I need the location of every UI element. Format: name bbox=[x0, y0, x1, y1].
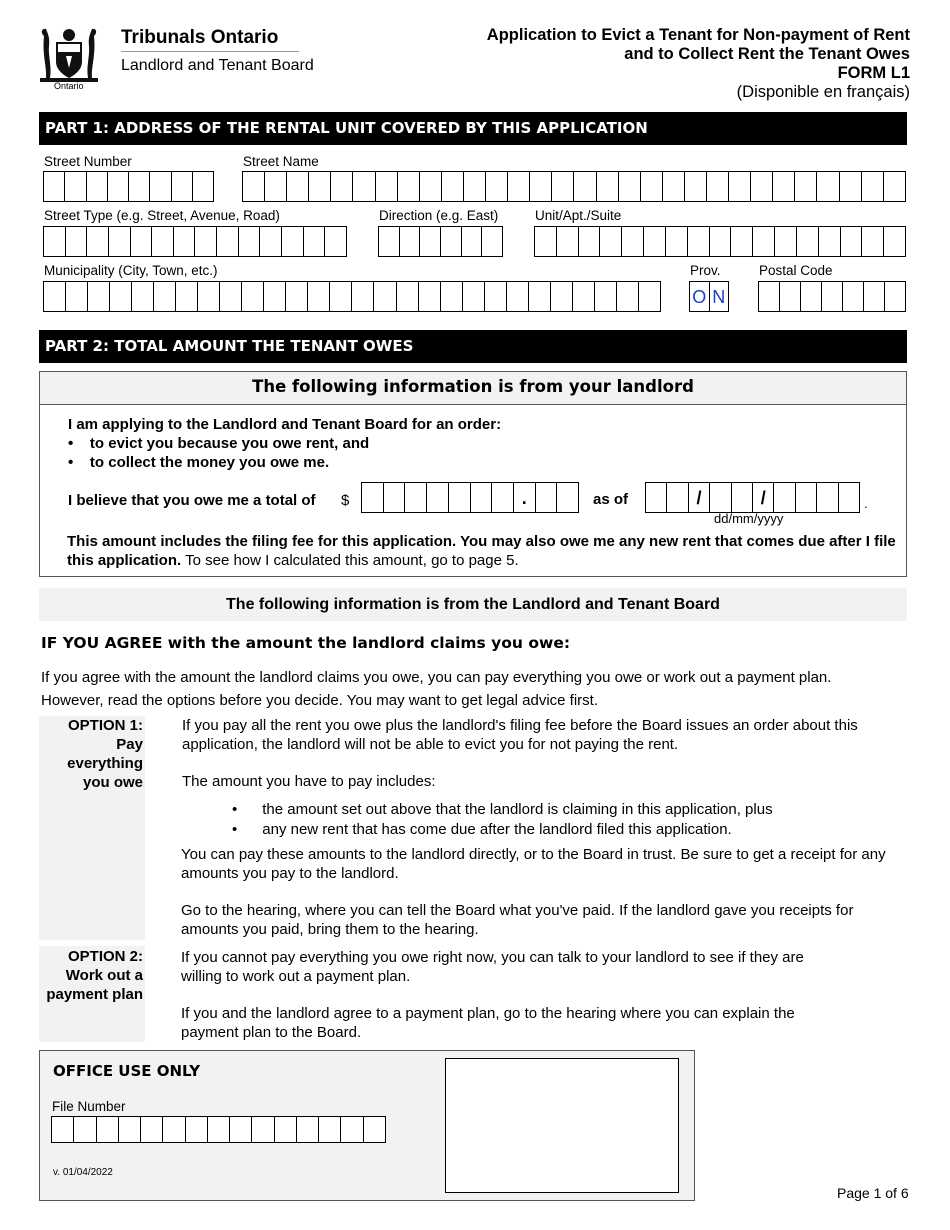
end-period: . bbox=[864, 496, 868, 511]
prov-label: Prov. bbox=[690, 263, 721, 278]
cell bbox=[119, 1117, 141, 1142]
cell bbox=[230, 1117, 252, 1142]
cell bbox=[471, 483, 493, 512]
cell bbox=[353, 172, 375, 201]
cell bbox=[822, 282, 843, 311]
cell bbox=[780, 282, 801, 311]
org-subtitle: Landlord and Tenant Board bbox=[121, 57, 314, 74]
cell bbox=[536, 483, 558, 512]
file-number-input[interactable] bbox=[51, 1116, 386, 1143]
cell bbox=[297, 1117, 319, 1142]
cell bbox=[449, 483, 471, 512]
cell bbox=[74, 1117, 96, 1142]
cell bbox=[482, 227, 502, 256]
option2-label-line: payment plan bbox=[46, 986, 143, 1003]
cell bbox=[129, 172, 150, 201]
option1-label-line: OPTION 1: bbox=[67, 717, 143, 734]
cell bbox=[557, 483, 578, 512]
cell bbox=[405, 483, 427, 512]
cell bbox=[622, 227, 644, 256]
option1-bullet-text: the amount set out above that the landlord is claiming in this application, plus bbox=[262, 801, 773, 818]
cell bbox=[87, 227, 109, 256]
street-name-label: Street Name bbox=[243, 154, 319, 169]
cell bbox=[286, 282, 308, 311]
cell bbox=[463, 282, 485, 311]
cell bbox=[753, 227, 775, 256]
org-name: Tribunals Ontario bbox=[121, 27, 279, 48]
cell bbox=[44, 172, 65, 201]
cell bbox=[839, 483, 859, 512]
cell bbox=[579, 227, 601, 256]
office-stamp-box bbox=[445, 1058, 679, 1193]
as-of-date-input[interactable] bbox=[645, 482, 860, 513]
cell bbox=[551, 282, 573, 311]
cell bbox=[330, 282, 352, 311]
cell bbox=[420, 227, 441, 256]
cell bbox=[885, 282, 905, 311]
option1-bullet-text: any new rent that has come due after the landlord filed this application. bbox=[262, 821, 732, 838]
cell bbox=[427, 483, 449, 512]
cell bbox=[172, 172, 193, 201]
decimal-point: . bbox=[514, 483, 536, 512]
option2-label bbox=[39, 947, 143, 1004]
cell bbox=[176, 282, 198, 311]
option1-paragraph-2: The amount you have to pay includes: bbox=[182, 773, 436, 790]
cell bbox=[732, 483, 753, 512]
option1-label-line: you owe bbox=[82, 774, 143, 791]
date-slash-2: / bbox=[753, 483, 774, 512]
cell bbox=[65, 172, 86, 201]
cell bbox=[641, 172, 663, 201]
cell bbox=[66, 282, 88, 311]
cell bbox=[341, 1117, 363, 1142]
cell bbox=[884, 172, 905, 201]
cell bbox=[252, 1117, 274, 1142]
option1-paragraph-3: You can pay these amounts to the landlord directly, or to the Board in trust. Be sure to get a receipt for any amounts you pay to the landlord. bbox=[181, 846, 886, 882]
cell bbox=[154, 282, 176, 311]
cell bbox=[132, 282, 154, 311]
option2-paragraph-2: If you and the landlord agree to a payment plan, go to the hearing where you can explain the payment plan to the Board. bbox=[181, 1005, 795, 1041]
cell bbox=[507, 282, 529, 311]
cell bbox=[644, 227, 666, 256]
cell bbox=[152, 227, 174, 256]
cell bbox=[667, 483, 688, 512]
cell bbox=[864, 282, 885, 311]
form-title-line1: Application to Evict a Tenant for Non-payment of Rent bbox=[486, 26, 910, 44]
cell bbox=[774, 483, 795, 512]
cell bbox=[797, 227, 819, 256]
dollar-sign: $ bbox=[341, 492, 350, 509]
agree-heading: IF YOU AGREE with the amount the landlord claims you owe: bbox=[41, 634, 571, 652]
amount-includes-text bbox=[67, 532, 903, 570]
date-format-hint: dd/mm/yyyy bbox=[714, 511, 784, 526]
cell bbox=[840, 172, 862, 201]
cell bbox=[260, 227, 282, 256]
office-use-heading: OFFICE USE ONLY bbox=[53, 1062, 201, 1080]
cell bbox=[574, 172, 596, 201]
cell bbox=[150, 172, 171, 201]
option2-paragraph-1: If you cannot pay everything you owe right now, you can talk to your landlord to see if they are willing to work out a payment plan. bbox=[181, 949, 804, 985]
cell bbox=[400, 227, 421, 256]
cell bbox=[319, 1117, 341, 1142]
cell bbox=[485, 282, 507, 311]
amount-owed-input[interactable] bbox=[361, 482, 579, 513]
cell bbox=[193, 172, 213, 201]
cell bbox=[773, 172, 795, 201]
cell bbox=[492, 483, 514, 512]
part2-heading: PART 2: TOTAL AMOUNT THE TENANT OWES bbox=[39, 330, 907, 363]
version-label: v. 01/04/2022 bbox=[53, 1167, 113, 1178]
prov-char-2: N bbox=[712, 286, 726, 307]
prov-char-1: O bbox=[690, 282, 710, 311]
cell bbox=[666, 227, 688, 256]
cell bbox=[220, 282, 242, 311]
cell bbox=[186, 1117, 208, 1142]
cell bbox=[759, 282, 780, 311]
cell bbox=[87, 172, 108, 201]
cell bbox=[508, 172, 530, 201]
cell bbox=[663, 172, 685, 201]
form-title-line2: and to Collect Rent the Tenant Owes bbox=[624, 45, 910, 63]
board-info-heading: The following information is from the Landlord and Tenant Board bbox=[39, 588, 907, 621]
agree-paragraph-1: If you agree with the amount the landlord claims you owe, you can pay everything you owe or work out a payment plan. bbox=[41, 669, 832, 686]
bullet-collect-text: to collect the money you owe me. bbox=[89, 454, 330, 471]
as-of-label: as of bbox=[593, 491, 629, 508]
cell bbox=[379, 227, 400, 256]
province-input[interactable] bbox=[689, 281, 729, 312]
cell bbox=[331, 172, 353, 201]
cell bbox=[239, 227, 261, 256]
cell bbox=[639, 282, 660, 311]
cell bbox=[573, 282, 595, 311]
cell bbox=[362, 483, 384, 512]
cell bbox=[796, 483, 817, 512]
postal-code-label: Postal Code bbox=[759, 263, 833, 278]
cell bbox=[841, 227, 863, 256]
cell bbox=[595, 282, 617, 311]
cell bbox=[486, 172, 508, 201]
cell bbox=[441, 282, 463, 311]
cell bbox=[384, 483, 406, 512]
cell bbox=[198, 282, 220, 311]
option1-label-line: everything bbox=[67, 755, 143, 772]
form-title-block bbox=[487, 26, 910, 102]
cell bbox=[308, 282, 330, 311]
option1-paragraph-1: If you pay all the rent you owe plus the landlord's filing fee before the Board issues an order about this application, the landlord will not be able to evict you for not paying the rent. bbox=[182, 717, 858, 753]
cell bbox=[163, 1117, 185, 1142]
cell bbox=[282, 227, 304, 256]
option1-label-line: Pay bbox=[116, 736, 143, 753]
cell bbox=[66, 227, 88, 256]
cell bbox=[619, 172, 641, 201]
cell bbox=[530, 172, 552, 201]
cell bbox=[817, 483, 838, 512]
option2-label-line: Work out a bbox=[65, 967, 143, 984]
cell bbox=[44, 227, 66, 256]
cell bbox=[817, 172, 839, 201]
part1-heading: PART 1: ADDRESS OF THE RENTAL UNIT COVERED BY THIS APPLICATION bbox=[39, 112, 907, 145]
street-name-input[interactable] bbox=[242, 171, 906, 202]
cell bbox=[419, 282, 441, 311]
cell bbox=[731, 227, 753, 256]
cell bbox=[420, 172, 442, 201]
cell bbox=[217, 227, 239, 256]
cell bbox=[309, 172, 331, 201]
cell bbox=[264, 282, 286, 311]
cell bbox=[862, 172, 884, 201]
option1-label bbox=[39, 716, 143, 792]
municipality-input[interactable] bbox=[43, 281, 661, 312]
option1-bullet: • the amount set out above that the landlord is claiming in this application, plus bbox=[232, 801, 773, 818]
direction-input[interactable] bbox=[378, 226, 503, 257]
cell bbox=[275, 1117, 297, 1142]
cell bbox=[751, 172, 773, 201]
cell bbox=[801, 282, 822, 311]
cell bbox=[352, 282, 374, 311]
cell bbox=[535, 227, 557, 256]
street-number-label: Street Number bbox=[44, 154, 132, 169]
cell bbox=[795, 172, 817, 201]
cell bbox=[97, 1117, 119, 1142]
date-slash-1: / bbox=[689, 483, 710, 512]
cell bbox=[843, 282, 864, 311]
cell bbox=[287, 172, 309, 201]
option1-bullet: • any new rent that has come due after the landlord filed this application. bbox=[232, 821, 732, 838]
bullet-evict-text: to evict you because you owe rent, and bbox=[89, 435, 370, 452]
direction-label: Direction (e.g. East) bbox=[379, 208, 499, 223]
agree-paragraph-2: However, read the options before you decide. You may want to get legal advice first. bbox=[41, 692, 599, 709]
includes-bold: This amount includes the filing fee for this application. You may also owe me any new rent that comes due after I file this application. bbox=[67, 533, 896, 569]
cell bbox=[685, 172, 707, 201]
cell bbox=[600, 227, 622, 256]
cell bbox=[597, 172, 619, 201]
cell bbox=[52, 1117, 74, 1142]
cell bbox=[464, 172, 486, 201]
cell bbox=[862, 227, 884, 256]
street-number-input[interactable] bbox=[43, 171, 214, 202]
cell bbox=[88, 282, 110, 311]
cell bbox=[552, 172, 574, 201]
option2-label-line: OPTION 2: bbox=[67, 948, 143, 965]
cell bbox=[557, 227, 579, 256]
file-number-label: File Number bbox=[52, 1099, 126, 1114]
cell bbox=[242, 282, 264, 311]
cell bbox=[462, 227, 483, 256]
cell bbox=[109, 227, 131, 256]
cell bbox=[364, 1117, 385, 1142]
cell bbox=[707, 172, 729, 201]
cell bbox=[398, 172, 420, 201]
ontario-label: Ontario bbox=[54, 81, 84, 91]
page-number: Page 1 of 6 bbox=[837, 1185, 909, 1201]
cell bbox=[710, 483, 731, 512]
cell bbox=[729, 172, 751, 201]
cell bbox=[304, 227, 326, 256]
bullet-evict: • to evict you because you owe rent, and bbox=[68, 435, 370, 452]
cell bbox=[374, 282, 396, 311]
cell bbox=[174, 227, 196, 256]
cell bbox=[243, 172, 265, 201]
cell bbox=[131, 227, 153, 256]
owe-total-label: I believe that you owe me a total of bbox=[68, 492, 316, 509]
cell bbox=[441, 227, 462, 256]
cell bbox=[195, 227, 217, 256]
cell bbox=[775, 227, 797, 256]
cell bbox=[110, 282, 132, 311]
cell bbox=[141, 1117, 163, 1142]
cell bbox=[397, 282, 419, 311]
landlord-info-heading: The following information is from your landlord bbox=[40, 372, 906, 405]
applying-text: I am applying to the Landlord and Tenant Board for an order: bbox=[68, 416, 502, 433]
street-type-label: Street Type (e.g. Street, Avenue, Road) bbox=[44, 208, 280, 223]
street-type-input[interactable] bbox=[43, 226, 347, 257]
bullet-collect: • to collect the money you owe me. bbox=[68, 454, 330, 471]
cell bbox=[884, 227, 905, 256]
municipality-label: Municipality (City, Town, etc.) bbox=[44, 263, 218, 278]
cell bbox=[44, 282, 66, 311]
unit-input[interactable] bbox=[534, 226, 906, 257]
cell bbox=[108, 172, 129, 201]
org-divider bbox=[121, 51, 299, 52]
cell bbox=[325, 227, 346, 256]
cell bbox=[442, 172, 464, 201]
cell bbox=[617, 282, 639, 311]
cell bbox=[646, 483, 667, 512]
option1-paragraph-4: Go to the hearing, where you can tell the Board what you've paid. If the landlord gave you receipts for amounts you paid, bring them to the hearing. bbox=[181, 902, 854, 938]
unit-label: Unit/Apt./Suite bbox=[535, 208, 622, 223]
french-availability: (Disponible en français) bbox=[736, 83, 910, 101]
cell bbox=[688, 227, 710, 256]
cell bbox=[208, 1117, 230, 1142]
cell bbox=[529, 282, 551, 311]
postal-code-input[interactable] bbox=[758, 281, 906, 312]
cell bbox=[376, 172, 398, 201]
cell bbox=[819, 227, 841, 256]
includes-normal: To see how I calculated this amount, go to page 5. bbox=[185, 552, 519, 569]
cell bbox=[710, 227, 732, 256]
form-id: FORM L1 bbox=[837, 64, 910, 82]
cell bbox=[265, 172, 287, 201]
